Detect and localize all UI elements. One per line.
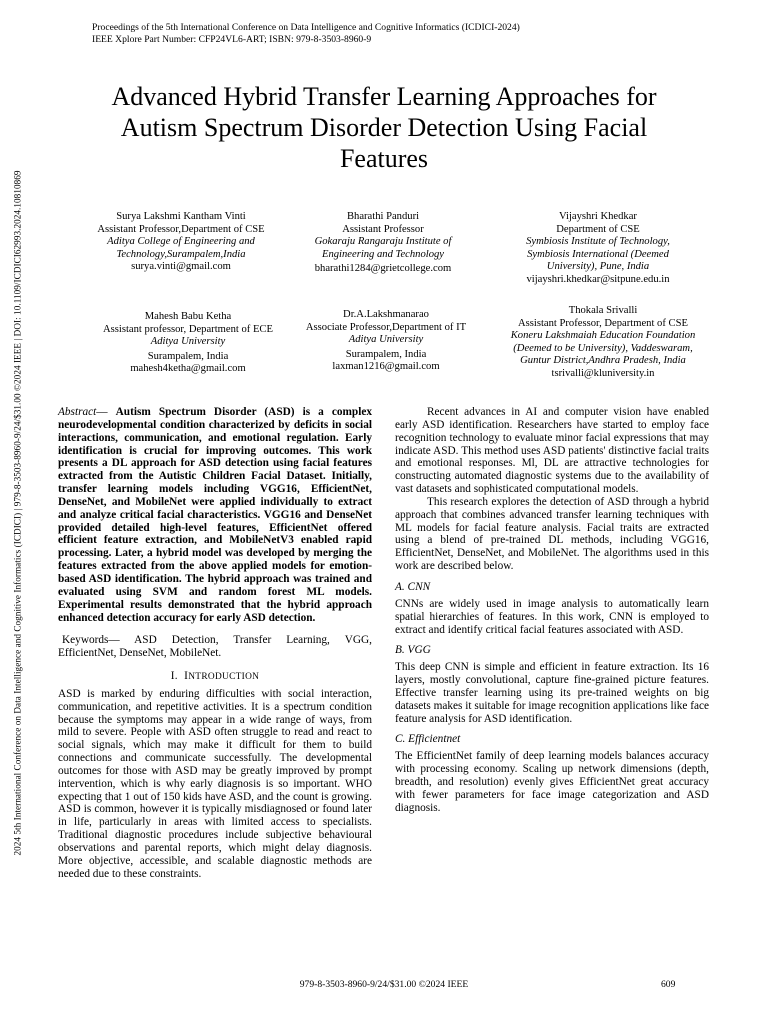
section-heading-introduction (58, 670, 372, 684)
author-name: Dr.A.Lakshmanarao (343, 309, 429, 320)
author-block-3 (493, 211, 703, 287)
author-name: Vijayshri Khedkar (559, 211, 637, 222)
body-paragraph: Recent advances in AI and computer vision have enabled early ASD identification. Researchers have started to employ face recognition technology to evaluate minor facial expressions that may indicate ASD. This method uses ASD patients' distinctive facial traits and emotional responses. Ml, DL are attractive technologies for constructing automated diagnostic systems due to the availability of vast datasets and sophisticated computational models. (395, 406, 709, 496)
abstract-text: Autism Spectrum Disorder (ASD) is a complex neurodevelopmental condition characterized by deficits in social interactions, communication, and emotional regulation. Early identification is crucial for improving outcomes. This work presents a DL approach for ASD detection using facial features extracted from the Autistic Children Facial Dataset. Initially, transfer learning models including VGG16, EfficientNet, DenseNet, and MobileNet were applied individually to extract and analyze critical facial characteristics. VGG16 and DenseNet provided detailed high-level features, EfficientNet offered efficient feature extraction, and MobileNetV3 enabled rapid processing. Later, a hybrid model was developed by merging the features extracted from the above applied models for emotion-based ASD identification. The hybrid approach was trained and evaluated using SVM and random forest ML models. Experimental results demonstrated that the hybrid approach enhanced detection accuracy for early ASD detection. (58, 406, 372, 624)
author-affiliation: Engineering and Technology (321, 248, 444, 260)
author-name: Surya Lakshmi Kantham Vinti (116, 211, 246, 222)
author-affiliation: University), Pune, India (546, 261, 650, 273)
author-affiliation: Koneru Lakshmaiah Education Foundation (510, 330, 696, 342)
author-affiliation: (Deemed to be University), Vaddeswaram, (513, 342, 693, 354)
author-location: Surampalem, India (345, 348, 427, 360)
subsection-heading-vgg: B. VGG (395, 644, 431, 657)
author-affiliation: Aditya University (150, 336, 226, 348)
author-affiliation: Aditya College of Engineering and (107, 236, 255, 248)
author-role: Assistant Professor (342, 223, 424, 235)
author-block-6 (485, 305, 721, 381)
header-line-1: Proceedings of the 5th International Conference on Data Intelligence and Cognitive Informatics (ICDICI-2024) (92, 22, 520, 33)
author-role: Assistant Professor,Department of CSE (97, 223, 265, 235)
author-email: bharathi1284@grietcollege.com (314, 263, 452, 275)
author-affiliation: Symbiosis International (Deemed (527, 248, 669, 260)
abstract (58, 406, 372, 624)
intro-paragraph: ASD is marked by enduring difficulties with social interaction, communication, and repetitive activities. It is a spectrum condition because the symptoms may appear in a wide range of ways, from mild to severe. People with ASD often struggle to read and react to social signals, which may make it difficult for them to build connections and communicate successfully. The developmental outcomes for those with ASD may be greatly improved by prompt intervention, which is why early diagnosis is so important. WHO expecting that 1 out of 150 kids have ASD, and the count is growing. ASD is common, however it is typically misdiagnosed or found later in life, particularly in areas with limited access to specialists. Traditional diagnostic procedures include subjective behavioural observations and parental reports, which might delay diagnosis. More objective, accessible, and scalable diagnostic methods are needed due to these constraints. (58, 687, 372, 880)
right-column (395, 406, 709, 814)
title-line-1: Advanced Hybrid Transfer Learning Approaches for (111, 82, 657, 111)
abstract-label: Abstract (58, 406, 97, 418)
subsection-heading-efficientnet: C. Efficientnet (395, 733, 461, 746)
author-name: Mahesh Babu Ketha (144, 311, 232, 322)
doi-sidebar-text: 2024 5th International Conference on Data Intelligence and Cognitive Informatics (ICDICI) | 979-8-3503-8960-9/24/$31.00 ©2024 IEEE | DOI: 10.1109/ICDICI62993.2024.10810869 (13, 169, 24, 856)
author-block-4 (69, 311, 307, 376)
page-number: 609 (661, 979, 676, 990)
author-email: surya.vinti@gmail.com (131, 261, 231, 273)
left-column (58, 406, 372, 881)
title-line-3: Features (339, 144, 429, 173)
author-role: Associate Professor,Department of IT (305, 321, 467, 333)
author-affiliation: Aditya University (348, 334, 424, 346)
section-numeral: I. (170, 670, 178, 683)
author-block-1 (76, 211, 286, 274)
author-email: tsrivalli@kluniversity.in (551, 367, 655, 379)
subsection-heading-cnn: A. CNN (395, 580, 431, 593)
author-block-5 (276, 309, 496, 374)
author-affiliation: Technology,Surampalem,India (116, 248, 246, 260)
author-name: Thokala Srivalli (568, 305, 638, 316)
body-paragraph: This research explores the detection of ASD through a hybrid approach that combines advanced transfer learning techniques with ML models for facial feature analysis. Facial traits are extracted using a blend of pre-trained DL methods, including VGG16, EfficientNet, DenseNet, and MobileNet. The algorithms used in this work are described below. (395, 495, 709, 573)
keywords: Keywords— ASD Detection, Transfer Learning, VGG, EfficientNet, DenseNet, MobileNet. (58, 634, 372, 660)
author-role: Assistant Professor, Department of CSE (518, 317, 688, 329)
footer-copyright: 979-8-3503-8960-9/24/$31.00 ©2024 IEEE (299, 979, 469, 990)
efficientnet-paragraph: The EfficientNet family of deep learning models balances accuracy with processing economy. Scaling up network dimensions (depth, breadth, and resolution) evenly gives EfficientNet great accuracy with fewer parameters for face image categorization and ASD diagnosis. (395, 750, 709, 814)
author-email: laxman1216@gmail.com (332, 361, 440, 373)
author-email: mahesh4ketha@gmail.com (130, 363, 246, 375)
author-affiliation: Gokaraju Rangaraju Institute of (314, 236, 452, 248)
proceedings-header (92, 22, 520, 46)
author-block-2 (278, 211, 488, 276)
vgg-paragraph: This deep CNN is simple and efficient in feature extraction. Its 16 layers, mostly convolutional, capture fine-grained picture features. Effective transfer learning using its pre-trained weights on big datasets makes it suitable for image recognition applications like face feature analysis for ASD identification. (395, 661, 710, 725)
section-title-first-letter: I (184, 670, 189, 683)
section-title-rest: NTRODUCTION (188, 672, 260, 683)
author-role: Assistant professor, Department of ECE (103, 323, 273, 335)
author-email: vijayshri.khedkar@sitpune.edu.in (526, 273, 670, 285)
title-line-2: Autism Spectrum Disorder Detection Using Facial (120, 113, 648, 142)
author-affiliation: Guntur District,Andhra Pradesh, India (520, 355, 686, 367)
cnn-paragraph: CNNs are widely used in image analysis to automatically learn spatial hierarchies of features. In this work, CNN is employed to extract and identify critical facial features associated with ASD. (395, 597, 709, 636)
author-location: Surampalem, India (147, 350, 229, 362)
author-name: Bharathi Panduri (346, 211, 420, 222)
paper-title (70, 81, 698, 174)
abstract-dash: — (96, 406, 108, 418)
header-line-2: IEEE Xplore Part Number: CFP24VL6-ART; ISBN: 979-8-3503-8960-9 (92, 34, 372, 45)
doi-sidebar (10, 155, 26, 870)
author-role: Department of CSE (556, 223, 640, 235)
author-affiliation: Symbiosis Institute of Technology, (526, 236, 670, 248)
